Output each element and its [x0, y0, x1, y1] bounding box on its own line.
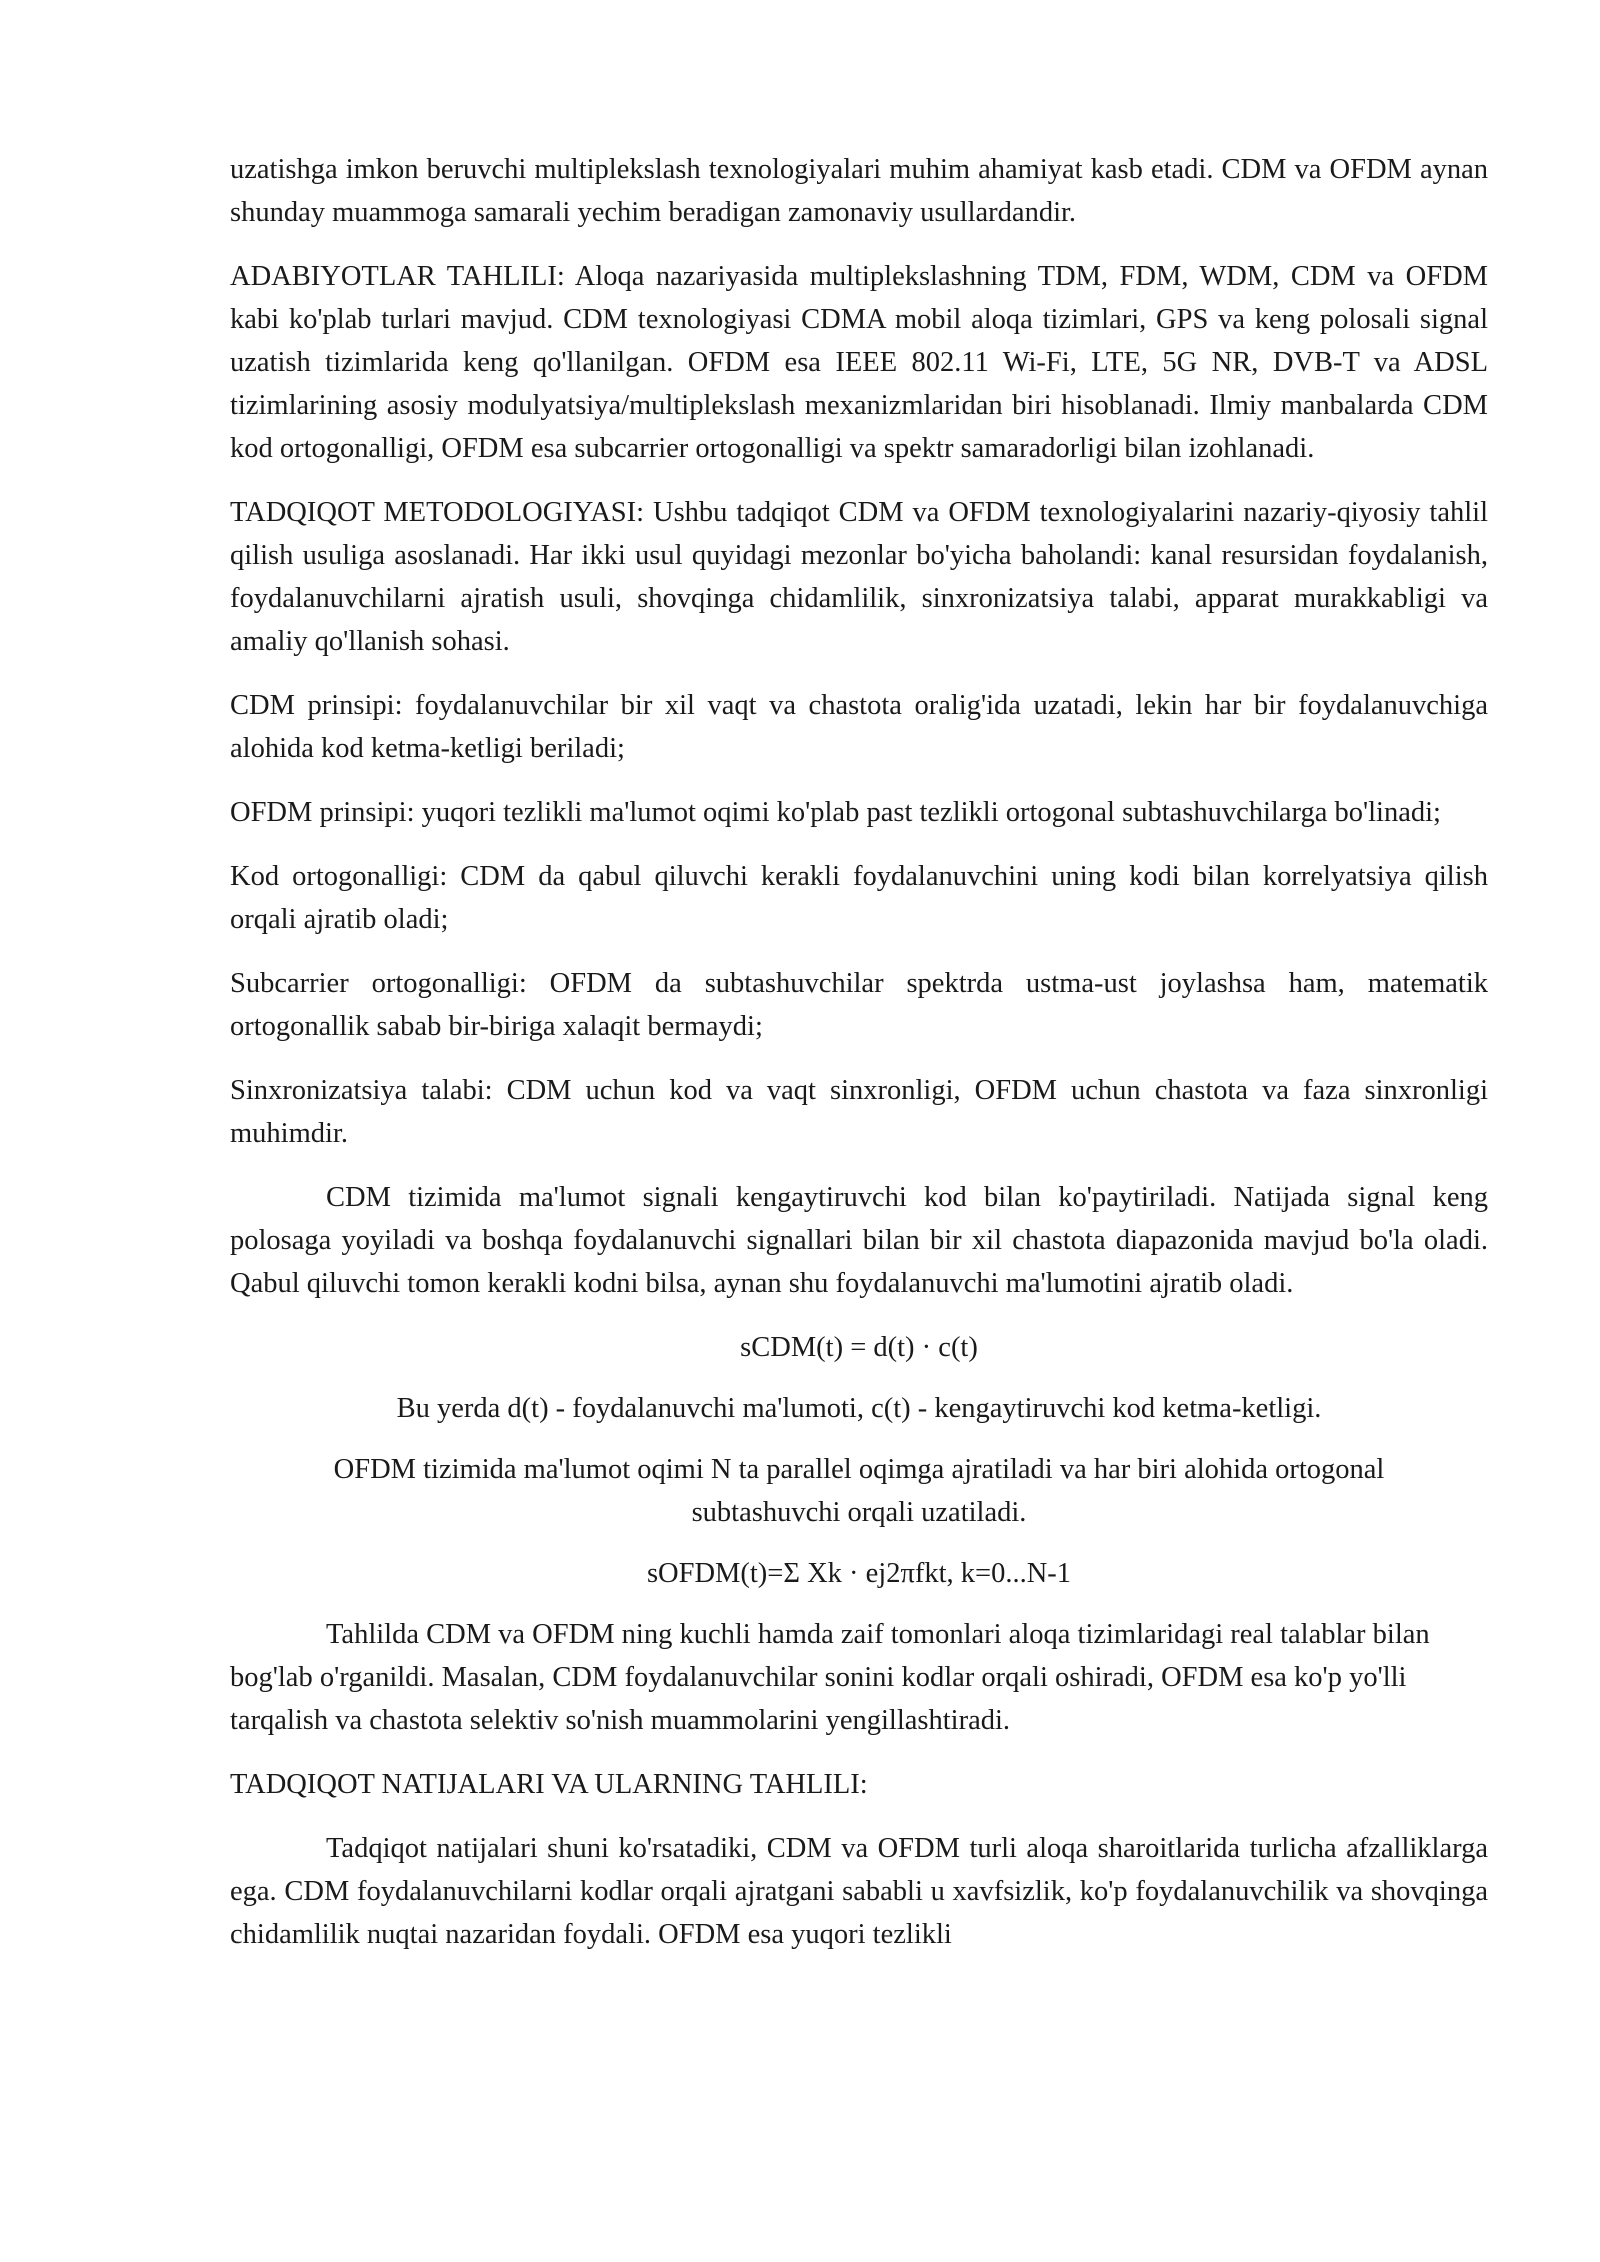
subcarrier-orthogonality-item: Subcarrier ortogonalligi: OFDM da subtashuvchilar spektrda ustma-ust joylashsa ham, matematik ortogonallik sabab bir-biriga xalaqit bermaydi; [230, 968, 1488, 1042]
cdm-description-paragraph: CDM tizimida ma'lumot signali kengaytiruvchi kod bilan ko'paytiriladi. Natijada signal keng polosaga yoyiladi va boshqa foydalanuvchi signallari bilan bir xil chastota diapazonida mavjud bo'la oladi. Qabul qiluvchi tomon kerakli kodni bilsa, aynan shu foydalanuvchi ma'lumotini ajratib oladi. [230, 1182, 1488, 1299]
code-orthogonality-item: Kod ortogonalligi: CDM da qabul qiluvchi kerakli foydalanuvchini uning kodi bilan korrelyatsiya qilish orqali ajratib oladi; [230, 861, 1488, 935]
literature-review-paragraph: ADABIYOTLAR TAHLILI: Aloqa nazariyasida multiplekslashning TDM, FDM, WDM, CDM va OFDM kabi ko'plab turlari mavjud. CDM texnologiyasi CDMA mobil aloqa tizimlari, GPS va keng polosali signal uzatish tizimlarida keng qo'llanilgan. OFDM esa IEEE 802.11 Wi-Fi, LTE, 5G NR, DVB-T va ADSL tizimlarining asosiy modulyatsiya/multiplekslash mexanizmlaridan biri hisoblanadi. Ilmiy manbalarda CDM kod ortogonalligi, OFDM esa subcarrier ortogonalligi va spektr samaradorligi bilan izohlanadi. [230, 261, 1488, 464]
cdm-principle-item: CDM prinsipi: foydalanuvchilar bir xil vaqt va chastota oralig'ida uzatadi, lekin har bir foydalanuvchiga alohida kod ketma-ketligi beriladi; [230, 690, 1488, 764]
ofdm-principle-item: OFDM prinsipi: yuqori tezlikli ma'lumot oqimi ko'plab past tezlikli ortogonal subtashuvchilarga bo'linadi; [230, 797, 1441, 828]
cdm-formula: sCDM(t) = d(t) · c(t) [740, 1332, 978, 1363]
results-paragraph: Tadqiqot natijalari shuni ko'rsatadiki, CDM va OFDM turli aloqa sharoitlarida turlicha afzalliklarga ega. CDM foydalanuvchilarni kodlar orqali ajratgani sababli u xavfsizlik, ko'p foydalanuvchilik va shovqinga chidamlilik nuqtai nazaridan foydali. OFDM esa yuqori tezlikli [230, 1833, 1488, 1950]
cdm-formula-note: Bu yerda d(t) - foydalanuvchi ma'lumoti, c(t) - kengaytiruvchi kod ketma-ketligi. [396, 1393, 1322, 1424]
ofdm-description-paragraph: OFDM tizimida ma'lumot oqimi N ta parallel oqimga ajratiladi va har biri alohida ortogonal subtashuvchi orqali uzatiladi. [333, 1454, 1385, 1528]
synchronization-item: Sinxronizatsiya talabi: CDM uchun kod va vaqt sinxronligi, OFDM uchun chastota va faza sinxronligi muhimdir. [230, 1075, 1488, 1149]
ofdm-formula: sOFDM(t)=Σ Xk · ej2πfkt, k=0...N-1 [646, 1558, 1072, 1589]
analysis-paragraph: Tahlilda CDM va OFDM ning kuchli hamda zaif tomonlari aloqa tizimlaridagi real talablar bilan bog'lab o'rganildi. Masalan, CDM foydalanuvchilar sonini kodlar orqali oshiradi, OFDM esa ko'p yo'lli tarqalish va chastota selektiv so'nish muammolarini yengillashtiradi. [230, 1619, 1430, 1736]
document-page [230, 148, 1488, 1977]
intro-paragraph-continuation: uzatishga imkon beruvchi multiplekslash texnologiyalari muhim ahamiyat kasb etadi. CDM va OFDM aynan shunday muammoga samarali yechim beradigan zamonaviy usullardandir. [230, 154, 1488, 228]
results-heading: TADQIQOT NATIJALARI VA ULARNING TAHLILI: [230, 1769, 868, 1800]
methodology-paragraph: TADQIQOT METODOLOGIYASI: Ushbu tadqiqot CDM va OFDM texnologiyalarini nazariy-qiyosiy tahlil qilish usuliga asoslanadi. Har ikki usul quyidagi mezonlar bo'yicha baholandi: kanal resursidan foydalanish, foydalanuvchilarni ajratish usuli, shovqinga chidamlilik, sinxronizatsiya talabi, apparat murakkabligi va amaliy qo'llanish sohasi. [230, 497, 1488, 657]
